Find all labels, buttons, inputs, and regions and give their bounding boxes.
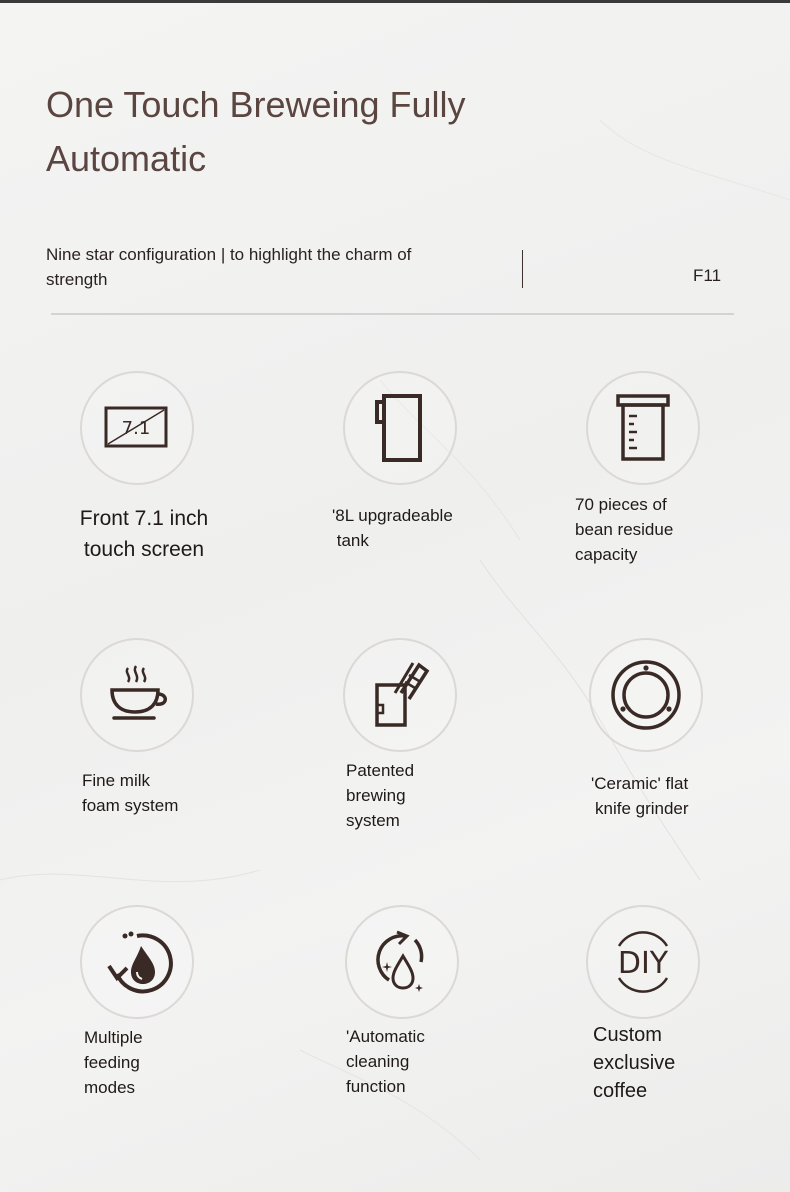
feature-icon-circle xyxy=(345,905,459,1019)
feature-label xyxy=(575,492,673,567)
feature-icon-circle xyxy=(343,371,457,485)
feature-label-line: tank xyxy=(332,531,369,550)
feature-label xyxy=(346,1024,425,1099)
feature-label-line: foam system xyxy=(82,796,179,815)
feature-label-line: feeding xyxy=(84,1053,140,1072)
feature-label-line: 'Automatic xyxy=(346,1027,425,1046)
feature-icon-circle xyxy=(586,371,700,485)
feature-label-line: cleaning xyxy=(346,1052,410,1071)
diy-text: DIY xyxy=(617,946,669,981)
feature-label xyxy=(591,771,689,821)
feature-icon-circle xyxy=(80,371,194,485)
diy-icon xyxy=(603,922,683,1002)
cleaning-icon xyxy=(367,922,437,1002)
feature-label-line: bean residue xyxy=(575,520,674,539)
feature-label-line: Front 7.1 inch xyxy=(79,507,209,530)
water-tank-icon xyxy=(370,392,430,464)
touch-screen-icon xyxy=(102,403,172,453)
feature-label-line: '8L upgradeable xyxy=(332,506,453,525)
brewing-unit-icon xyxy=(365,655,435,735)
feature-label xyxy=(332,503,453,553)
grinder-icon xyxy=(608,657,684,733)
feature-icon-circle xyxy=(80,638,194,752)
vertical-divider xyxy=(522,250,523,288)
feature-label-line: knife grinder xyxy=(595,799,689,818)
model-name: F11 xyxy=(693,266,722,285)
feature-label-line: modes xyxy=(84,1078,136,1097)
feature-label-line: exclusive xyxy=(593,1052,676,1074)
feature-label-line: Custom xyxy=(593,1024,662,1046)
feeding-drop-icon xyxy=(97,922,177,1002)
residue-container-icon xyxy=(613,392,673,464)
feature-label-line: system xyxy=(346,811,400,830)
page-title: One Touch Breweing Fully Automatic xyxy=(46,84,466,179)
feature-label xyxy=(346,758,414,833)
feature-label xyxy=(84,1025,143,1100)
horizontal-divider xyxy=(51,313,734,315)
feature-label-line: 70 pieces of xyxy=(575,495,667,514)
coffee-cup-icon xyxy=(102,660,172,730)
feature-label-line: touch screen xyxy=(83,538,205,561)
feature-icon-circle xyxy=(589,638,703,752)
feature-icon-circle xyxy=(343,638,457,752)
feature-icon-circle xyxy=(586,905,700,1019)
feature-label xyxy=(82,768,178,818)
feature-label xyxy=(593,1021,675,1105)
feature-label-line: 'Ceramic' flat xyxy=(591,774,689,793)
page-subtitle: Nine star configuration | to highlight the charm of strength xyxy=(46,245,412,289)
feature-label-line: function xyxy=(346,1077,406,1096)
feature-label xyxy=(74,503,214,565)
feature-label-line: brewing xyxy=(346,786,406,805)
feature-label-line: Fine milk xyxy=(82,771,151,790)
screen-size-text: 7.1 xyxy=(121,418,151,439)
feature-icon-circle xyxy=(80,905,194,1019)
feature-label-line: Patented xyxy=(346,761,415,780)
top-border xyxy=(0,0,790,3)
feature-label-line: coffee xyxy=(593,1080,648,1102)
feature-label-line: Multiple xyxy=(84,1028,143,1047)
feature-label-line: capacity xyxy=(575,545,638,564)
